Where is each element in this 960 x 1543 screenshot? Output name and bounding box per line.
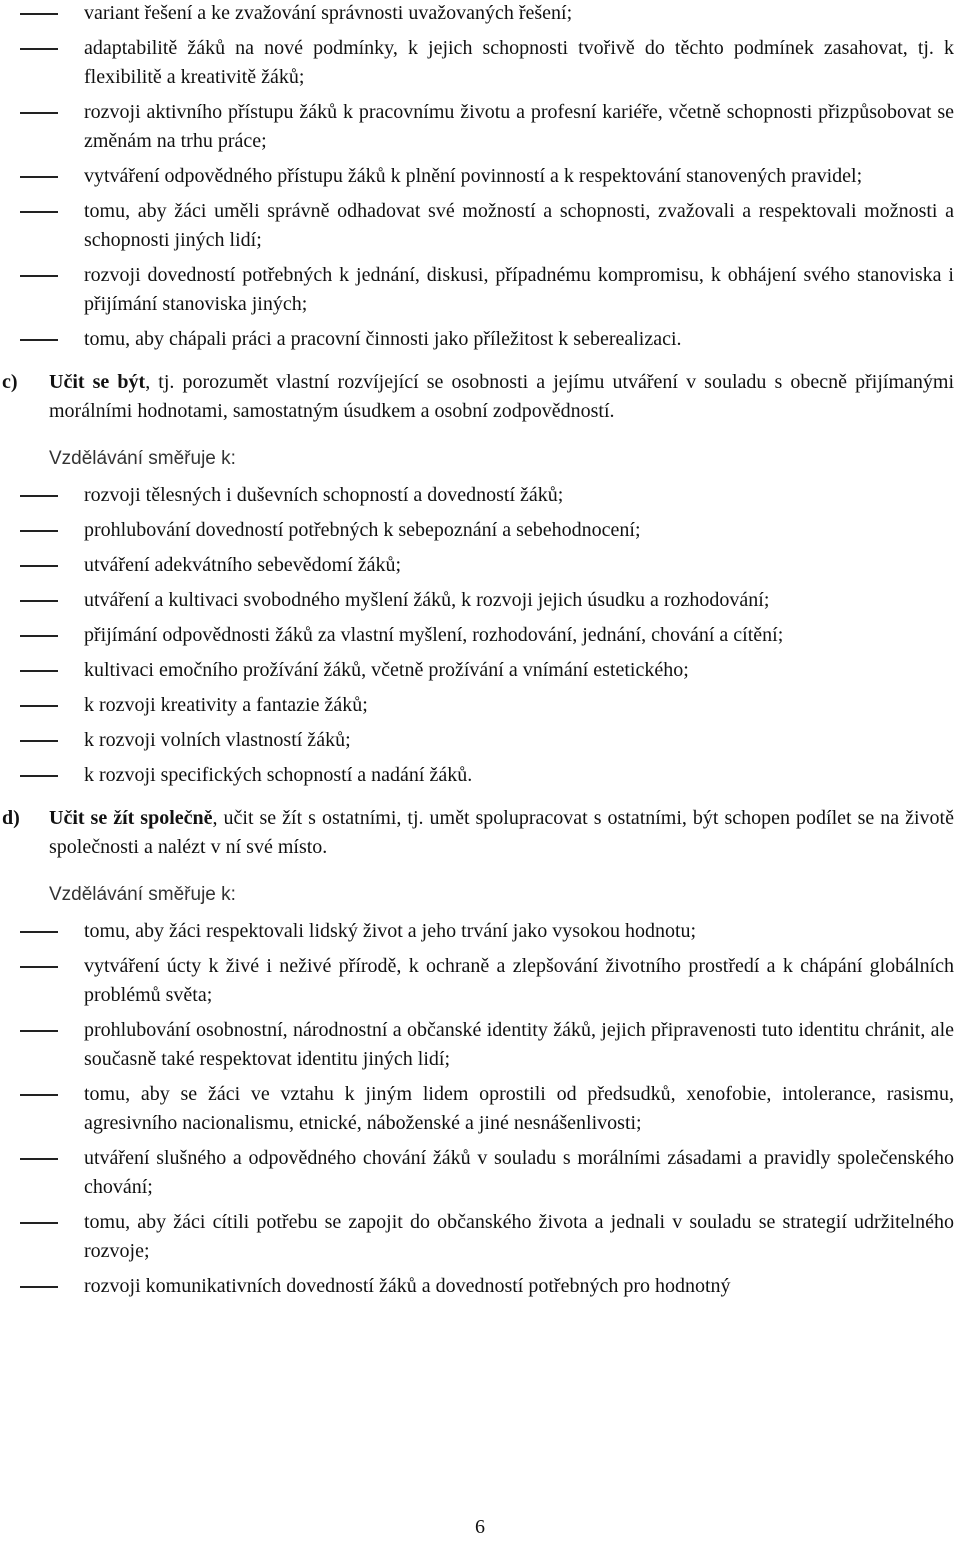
section-letter: c): [2, 371, 18, 393]
section-c-list: [0, 481, 960, 790]
list-item: kultivaci emočního prožívání žáků, včetně prožívání a vnímání estetického;: [0, 656, 960, 685]
list-item: rozvoji komunikativních dovedností žáků a dovedností potřebných pro hodnotný: [0, 1272, 960, 1301]
dash-bullet-icon: [20, 775, 58, 777]
list-item: k rozvoji volních vlastností žáků;: [0, 726, 960, 755]
dash-bullet-icon: [20, 740, 58, 742]
section-title: Učit se žít společně: [49, 807, 213, 829]
list-item: rozvoji aktivního přístupu žáků k pracovnímu životu a profesní kariéře, včetně schopnosti přizpůsobovat se změnám na trhu práce;: [0, 98, 960, 156]
list-item: vytváření úcty k živé i neživé přírodě, k ochraně a zlepšování životního prostředí a k chápání globálních problémů světa;: [0, 952, 960, 1010]
dash-bullet-icon: [20, 211, 58, 213]
list-item: tomu, aby se žáci ve vztahu k jiným lidem oprostili od předsudků, xenofobie, intolerance, rasismu, agresivního nacionalismu, etnické, náboženské a jiné nesnášenlivosti;: [0, 1080, 960, 1138]
list-item: tomu, aby žáci cítili potřebu se zapojit do občanského života a jednali v souladu se strategií udržitelného rozvoje;: [0, 1208, 960, 1266]
list-item: prohlubování dovedností potřebných k sebepoznání a sebehodnocení;: [0, 516, 960, 545]
top-bullet-list: [0, 0, 960, 354]
dash-bullet-icon: [20, 13, 58, 15]
section-d: [0, 804, 960, 862]
dash-bullet-icon: [20, 176, 58, 178]
dash-bullet-icon: [20, 931, 58, 933]
section-letter: d): [2, 807, 20, 829]
list-item: utváření a kultivaci svobodného myšlení žáků, k rozvoji jejich úsudku a rozhodování;: [0, 586, 960, 615]
list-item: přijímání odpovědnosti žáků za vlastní myšlení, rozhodování, jednání, chování a cítění;: [0, 621, 960, 650]
section-text: , učit se žít s ostatními, tj. umět spolupracovat s ostatními, být schopen podílet se na životě společnosti a nalézt v ní své místo.: [49, 807, 954, 858]
section-d-list: [0, 917, 960, 1301]
dash-bullet-icon: [20, 530, 58, 532]
dash-bullet-icon: [20, 1158, 58, 1160]
dash-bullet-icon: [20, 705, 58, 707]
dash-bullet-icon: [20, 112, 58, 114]
list-item: utváření adekvátního sebevědomí žáků;: [0, 551, 960, 580]
dash-bullet-icon: [20, 1222, 58, 1224]
list-item: utváření slušného a odpovědného chování žáků v souladu s morálními zásadami a pravidly společenského chování;: [0, 1144, 960, 1202]
dash-bullet-icon: [20, 670, 58, 672]
directs-heading: Vzdělávání směřuje k:: [49, 884, 236, 905]
list-item: tomu, aby žáci uměli správně odhadovat své možností a schopnosti, zvažovali a respektovali možnosti a schopnosti jiných lidí;: [0, 197, 960, 255]
list-item: tomu, aby žáci respektovali lidský život a jeho trvání jako vysokou hodnotu;: [0, 917, 960, 946]
dash-bullet-icon: [20, 600, 58, 602]
dash-bullet-icon: [20, 1030, 58, 1032]
list-item: k rozvoji kreativity a fantazie žáků;: [0, 691, 960, 720]
list-item: adaptabilitě žáků na nové podmínky, k jejich schopnosti tvořivě do těchto podmínek zasahovat, tj. k flexibilitě a kreativitě žáků;: [0, 34, 960, 92]
list-item: prohlubování osobnostní, národnostní a občanské identity žáků, jejich připravenosti tuto identitu chránit, ale současně také respektovat identitu jiných lidí;: [0, 1016, 960, 1074]
dash-bullet-icon: [20, 495, 58, 497]
list-item: tomu, aby chápali práci a pracovní činnosti jako příležitost k seberealizaci.: [0, 325, 960, 354]
dash-bullet-icon: [20, 48, 58, 50]
dash-bullet-icon: [20, 565, 58, 567]
list-item: rozvoji dovedností potřebných k jednání, diskusi, případnému kompromisu, k obhájení svého stanoviska i přijímání stanoviska jiných;: [0, 261, 960, 319]
list-item: rozvoji tělesných i duševních schopností a dovedností žáků;: [0, 481, 960, 510]
dash-bullet-icon: [20, 339, 58, 341]
list-item: variant řešení a ke zvažování správnosti uvažovaných řešení;: [0, 0, 960, 28]
section-title: Učit se být: [49, 371, 146, 393]
directs-heading: Vzdělávání směřuje k:: [49, 448, 236, 469]
section-c: [0, 368, 960, 426]
dash-bullet-icon: [20, 1286, 58, 1288]
list-item: vytváření odpovědného přístupu žáků k plnění povinností a k respektování stanovených pravidel;: [0, 162, 960, 191]
section-text: , tj. porozumět vlastní rozvíjející se osobnosti a jejímu utváření v souladu s obecně přijímanými morálními hodnotami, samostatným úsudkem a osobní zodpovědností.: [49, 371, 954, 422]
dash-bullet-icon: [20, 275, 58, 277]
page-number: 6: [475, 1516, 485, 1538]
dash-bullet-icon: [20, 966, 58, 968]
list-item: k rozvoji specifických schopností a nadání žáků.: [0, 761, 960, 790]
dash-bullet-icon: [20, 635, 58, 637]
dash-bullet-icon: [20, 1094, 58, 1096]
